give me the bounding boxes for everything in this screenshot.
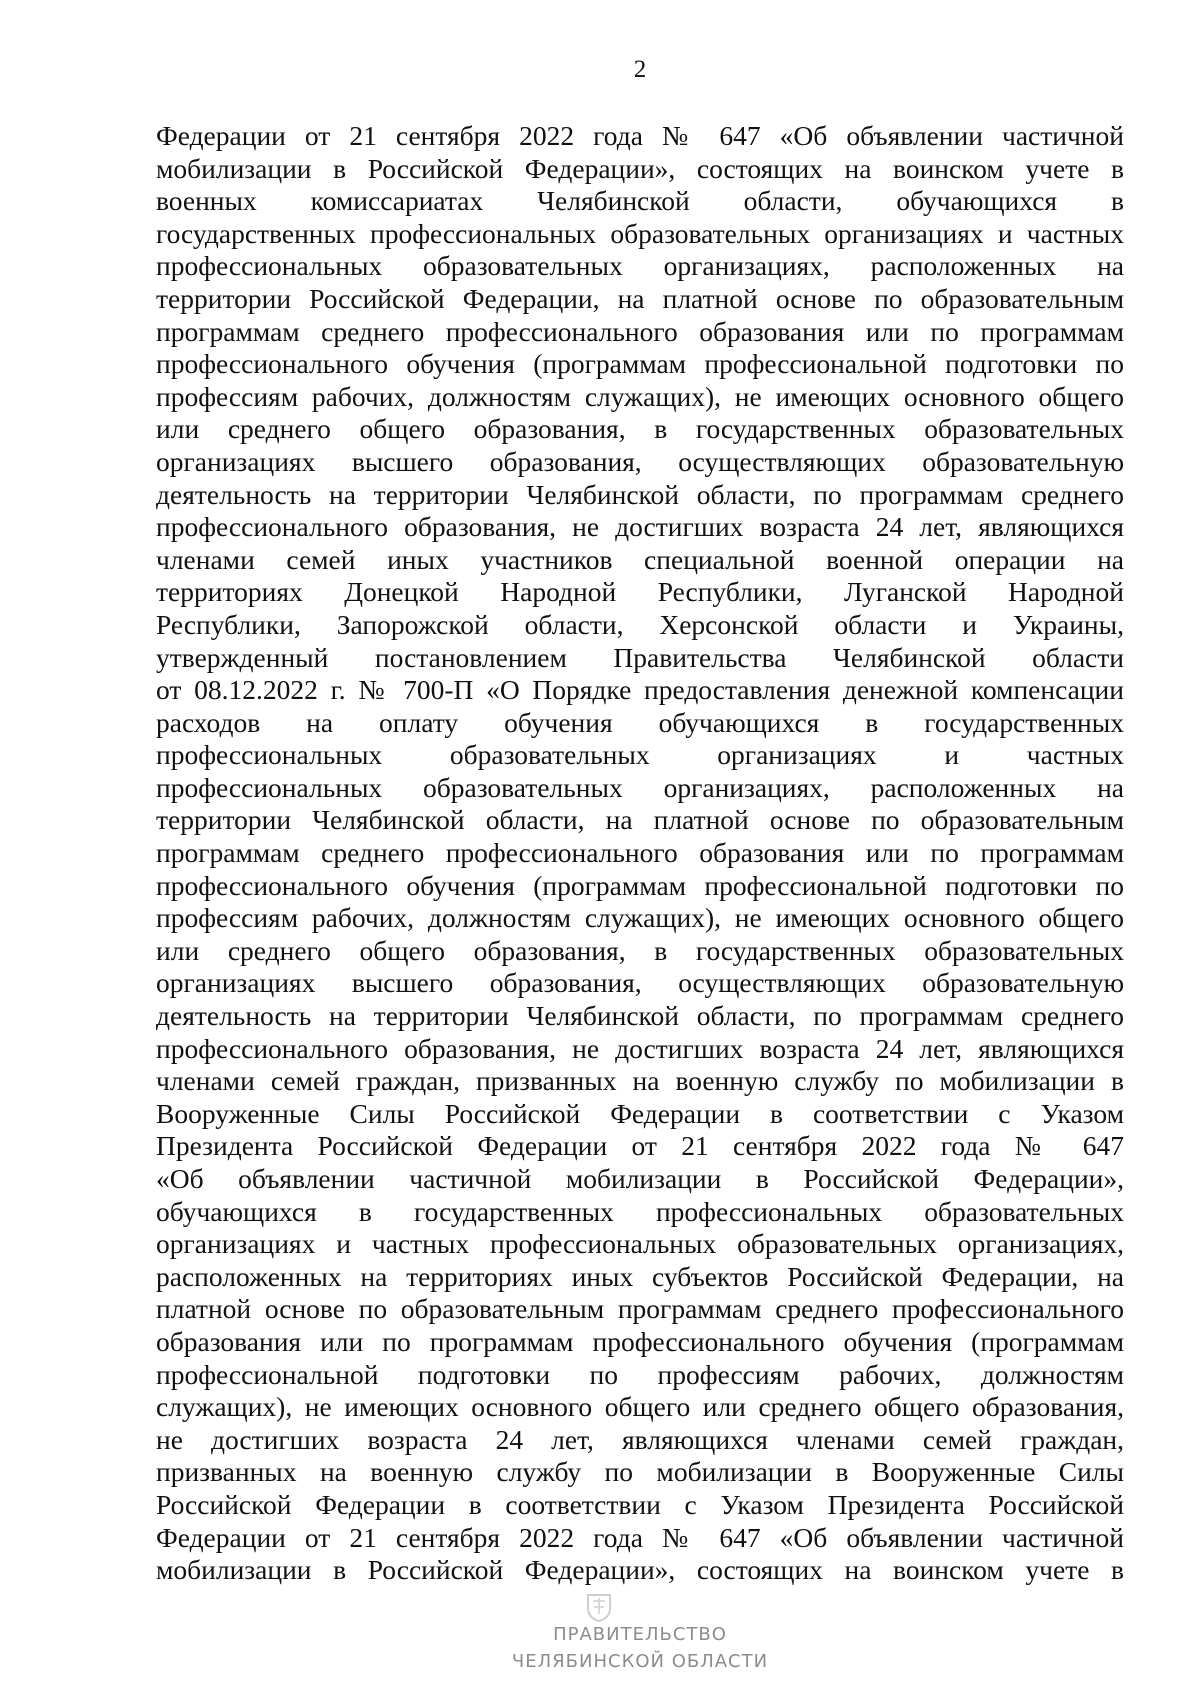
text-line: обучающихся в государственных профессиональных образовательных [156, 1195, 1124, 1227]
text-line: профессиям рабочих, должностям служащих), не имеющих основного общего [156, 902, 1124, 934]
text-line: профессиональных образовательных организациях, расположенных на [156, 771, 1124, 803]
text-line: «Об объявлении частичной мобилизации в Российской Федерации», [156, 1163, 1124, 1194]
text-line: военных комиссариатах Челябинской области, обучающихся в [156, 185, 1124, 217]
text-line: программам среднего профессионального образования или по программам [156, 837, 1124, 869]
text-line: Федерации от 21 сентября 2022 года № 647 «Об объявлении частичной [156, 1521, 1124, 1553]
text-line: профессиональной подготовки по профессиям рабочих, должностям [156, 1358, 1124, 1390]
text-line: деятельность на территории Челябинской области, по программам среднего [156, 1000, 1124, 1032]
text-line: Президента Российской Федерации от 21 сентября 2022 года № 647 [156, 1130, 1124, 1162]
text-line: профессиональных образовательных организациях, расположенных на [156, 250, 1124, 282]
stamp-line-organization: ПРАВИТЕЛЬСТВО [553, 1624, 727, 1645]
text-line: утвержденный постановлением Правительства Челябинской области [156, 641, 1124, 673]
text-line: организациях высшего образования, осуществляющих образовательную [156, 445, 1124, 477]
text-line: расположенных на территориях иных субъектов Российской Федерации, на [156, 1260, 1124, 1292]
text-line: программам среднего профессионального образования или по программам [156, 315, 1124, 347]
text-line: территориях Донецкой Народной Республики, Луганской Народной [156, 576, 1124, 608]
text-line: Федерации от 21 сентября 2022 года № 647 «Об объявлении частичной [156, 120, 1124, 151]
text-line: или среднего общего образования, в государственных образовательных [156, 413, 1124, 445]
text-line: Республики, Запорожской области, Херсонской области и Украины, [156, 608, 1124, 640]
text-line: профессиям рабочих, должностям служащих), не имеющих основного общего [156, 380, 1124, 412]
text-line: территории Российской Федерации, на платной основе по образовательным [156, 282, 1124, 314]
document-body [156, 120, 1124, 1587]
page-number: 2 [633, 56, 647, 83]
text-line: от 08.12.2022 г. № 700-П «О Порядке предоставления денежной компенсации [156, 674, 1124, 706]
text-line: призванных на военную службу по мобилизации в Вооруженные Силы [156, 1456, 1124, 1488]
coat-of-arms-icon [586, 1592, 612, 1622]
text-line: образования или по программам профессионального обучения (программам [156, 1325, 1124, 1357]
text-line: мобилизации в Российской Федерации», состоящих на воинском учете в [156, 152, 1124, 184]
stamp-line-region: ЧЕЛЯБИНСКОЙ ОБЛАСТИ [511, 1651, 769, 1672]
text-line: территории Челябинской области, на платной основе по образовательным [156, 804, 1124, 836]
text-line: Российской Федерации в соответствии с Указом Президента Российской [156, 1488, 1124, 1520]
text-line: или среднего общего образования, в государственных образовательных [156, 934, 1124, 966]
text-line: профессионального образования, не достигших возраста 24 лет, являющихся [156, 511, 1124, 543]
text-line: профессионального обучения (программам профессиональной подготовки по [156, 869, 1124, 901]
text-line: служащих), не имеющих основного общего или среднего общего образования, [156, 1391, 1124, 1423]
text-line: организациях и частных профессиональных образовательных организациях, [156, 1228, 1124, 1260]
text-line: профессионального образования, не достигших возраста 24 лет, являющихся [156, 1032, 1124, 1064]
text-line: не достигших возраста 24 лет, являющихся членами семей граждан, [156, 1423, 1124, 1455]
text-line: профессиональных образовательных организациях и частных [156, 739, 1124, 771]
text-line: расходов на оплату обучения обучающихся в государственных [156, 706, 1124, 738]
text-line: членами семей граждан, призванных на военную службу по мобилизации в [156, 1065, 1124, 1097]
text-line: Вооруженные Силы Российской Федерации в соответствии с Указом [156, 1097, 1124, 1129]
text-line: платной основе по образовательным программам среднего профессионального [156, 1293, 1124, 1325]
text-line: деятельность на территории Челябинской области, по программам среднего [156, 478, 1124, 510]
text-line: членами семей иных участников специальной военной операции на [156, 543, 1124, 575]
text-line: государственных профессиональных образовательных организациях и частных [156, 217, 1124, 249]
text-line: профессионального обучения (программам профессиональной подготовки по [156, 348, 1124, 380]
text-line: организациях высшего образования, осуществляющих образовательную [156, 967, 1124, 999]
text-line: мобилизации в Российской Федерации», состоящих на воинском учете в [156, 1554, 1124, 1586]
